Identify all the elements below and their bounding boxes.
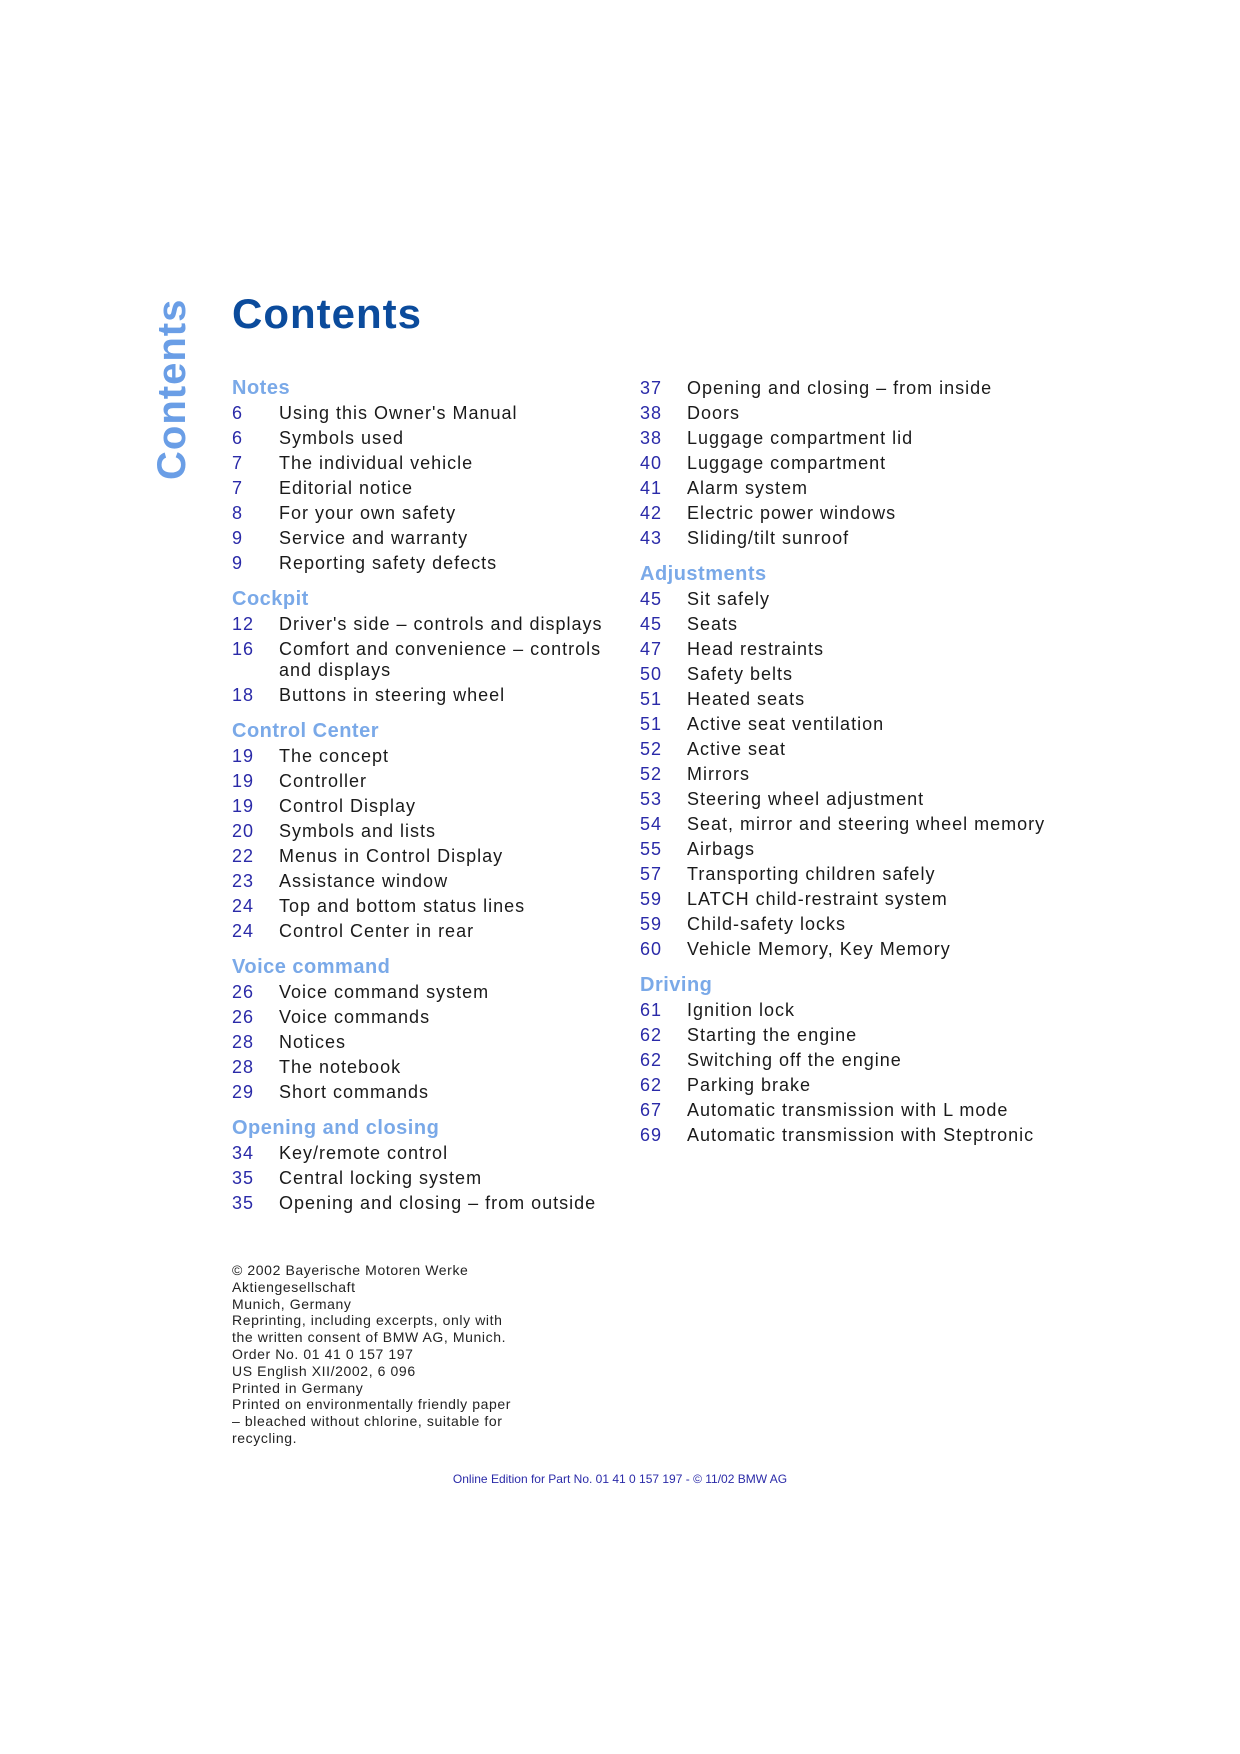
toc-page-number: 54 bbox=[640, 814, 663, 834]
toc-entry[interactable] bbox=[232, 403, 652, 424]
toc-entry[interactable] bbox=[232, 871, 652, 892]
toc-entry[interactable] bbox=[640, 914, 1060, 935]
toc-entry-text: Opening and closing – from inside bbox=[687, 378, 993, 398]
section-title: Driving bbox=[640, 974, 713, 996]
toc-entry[interactable] bbox=[640, 1000, 1060, 1021]
toc-entry-text: Short commands bbox=[279, 1082, 430, 1102]
toc-entry[interactable] bbox=[232, 453, 652, 474]
toc-page-number: 8 bbox=[232, 503, 244, 523]
toc-entry[interactable] bbox=[640, 714, 1060, 735]
toc-page-number: 40 bbox=[640, 453, 663, 473]
toc-entry-text: Alarm system bbox=[687, 478, 809, 498]
toc-entry-text: Editorial notice bbox=[279, 478, 414, 498]
toc-entry[interactable] bbox=[232, 746, 652, 767]
toc-entry[interactable] bbox=[232, 771, 652, 792]
toc-entry-text: Top and bottom status lines bbox=[279, 896, 526, 916]
toc-page-number: 18 bbox=[232, 685, 255, 705]
toc-page-number: 69 bbox=[640, 1125, 663, 1145]
toc-entry[interactable] bbox=[232, 553, 652, 574]
toc-page-number: 57 bbox=[640, 864, 663, 884]
toc-entry[interactable] bbox=[232, 796, 652, 817]
toc-entry[interactable] bbox=[232, 1057, 652, 1078]
toc-entry-text: Safety belts bbox=[687, 664, 794, 684]
toc-entry-text: Symbols used bbox=[279, 428, 405, 448]
toc-entry[interactable] bbox=[640, 789, 1060, 810]
toc-page-number: 9 bbox=[232, 553, 244, 573]
toc-entry-text: The individual vehicle bbox=[279, 453, 474, 473]
toc-entry-text: Electric power windows bbox=[687, 503, 897, 523]
toc-page-number: 35 bbox=[232, 1168, 255, 1188]
toc-section bbox=[640, 378, 1060, 549]
toc-entry-text: Seat, mirror and steering wheel memory bbox=[687, 814, 1046, 834]
toc-entry-text: The notebook bbox=[279, 1057, 402, 1077]
toc-entry[interactable] bbox=[232, 1082, 652, 1103]
toc-page-number: 42 bbox=[640, 503, 663, 523]
toc-entry-text: Key/remote control bbox=[279, 1143, 449, 1163]
toc-page-number: 51 bbox=[640, 689, 663, 709]
toc-page-number: 59 bbox=[640, 914, 663, 934]
toc-entry[interactable] bbox=[640, 453, 1060, 474]
toc-page-number: 62 bbox=[640, 1050, 663, 1070]
toc-page-number: 28 bbox=[232, 1032, 255, 1052]
toc-page-number: 51 bbox=[640, 714, 663, 734]
toc-page-number: 62 bbox=[640, 1025, 663, 1045]
toc-entry[interactable] bbox=[640, 939, 1060, 960]
toc-entry[interactable] bbox=[232, 982, 652, 1003]
toc-entry-text: Automatic transmission with L mode bbox=[687, 1100, 1009, 1120]
toc-entry-text: Vehicle Memory, Key Memory bbox=[687, 939, 951, 959]
footer-text: Online Edition for Part No. 01 41 0 157 197 - © 11/02 BMW AG bbox=[452, 1472, 788, 1486]
toc-page-number: 24 bbox=[232, 896, 255, 916]
toc-page-number: 53 bbox=[640, 789, 663, 809]
toc-entry-text: Service and warranty bbox=[279, 528, 469, 548]
toc-entry[interactable] bbox=[640, 1025, 1060, 1046]
toc-page-number: 16 bbox=[232, 639, 255, 659]
page-title: Contents bbox=[232, 290, 422, 337]
toc-entry-text: Sit safely bbox=[687, 589, 771, 609]
toc-entry[interactable] bbox=[640, 839, 1060, 860]
toc-page-number: 45 bbox=[640, 589, 663, 609]
toc-entry[interactable] bbox=[640, 739, 1060, 760]
toc-entry-text: Luggage compartment bbox=[687, 453, 887, 473]
toc-entry-text: Steering wheel adjustment bbox=[687, 789, 925, 809]
toc-page-number: 43 bbox=[640, 528, 663, 548]
section-title: Notes bbox=[232, 377, 291, 399]
toc-page-number: 29 bbox=[232, 1082, 255, 1102]
toc-section bbox=[232, 719, 652, 942]
toc-entry[interactable] bbox=[640, 689, 1060, 710]
toc-entry[interactable] bbox=[640, 1050, 1060, 1071]
toc-page-number: 7 bbox=[232, 478, 244, 498]
toc-entry[interactable] bbox=[640, 528, 1060, 549]
toc-entry-text: Voice command system bbox=[279, 982, 490, 1002]
toc-entry[interactable] bbox=[640, 814, 1060, 835]
toc-page-number: 28 bbox=[232, 1057, 255, 1077]
toc-entry-text: Active seat bbox=[687, 739, 787, 759]
toc-page-number: 59 bbox=[640, 889, 663, 909]
toc-entry[interactable] bbox=[232, 503, 652, 524]
toc-entry[interactable] bbox=[232, 1143, 652, 1164]
toc-entry-text: LATCH child-restraint system bbox=[687, 889, 948, 909]
toc-page-number: 23 bbox=[232, 871, 255, 891]
toc-entry-text: Reporting safety defects bbox=[279, 553, 498, 573]
section-title: Cockpit bbox=[232, 588, 309, 610]
toc-entry-text: Central locking system bbox=[279, 1168, 483, 1188]
toc-entry[interactable] bbox=[640, 503, 1060, 524]
toc-section bbox=[232, 587, 652, 706]
toc-entry[interactable] bbox=[232, 478, 652, 499]
toc-entry-text: Opening and closing – from outside bbox=[279, 1193, 597, 1213]
toc-page-number: 20 bbox=[232, 821, 255, 841]
toc-entry-text: Airbags bbox=[687, 839, 756, 859]
toc-entry[interactable] bbox=[232, 1007, 652, 1028]
toc-entry[interactable] bbox=[640, 889, 1060, 910]
toc-entry[interactable] bbox=[232, 1168, 652, 1189]
toc-entry-text: Head restraints bbox=[687, 639, 825, 659]
toc-page-number: 22 bbox=[232, 846, 255, 866]
toc-entry[interactable] bbox=[640, 764, 1060, 785]
toc-page-number: 52 bbox=[640, 739, 663, 759]
toc-entry-text: Assistance window bbox=[279, 871, 449, 891]
toc-page-number: 50 bbox=[640, 664, 663, 684]
toc-entry[interactable] bbox=[640, 664, 1060, 685]
toc-entry-text: Mirrors bbox=[687, 764, 750, 784]
toc-page-number: 38 bbox=[640, 428, 663, 448]
toc-entry[interactable] bbox=[232, 921, 652, 942]
toc-entry[interactable] bbox=[640, 589, 1060, 610]
toc-entry-text: Comfort and convenience – controls and displays bbox=[279, 639, 602, 680]
toc-entry[interactable] bbox=[640, 428, 1060, 449]
toc-entry[interactable] bbox=[232, 896, 652, 917]
toc-entry[interactable] bbox=[640, 864, 1060, 885]
toc-page-number: 38 bbox=[640, 403, 663, 423]
toc-entry[interactable] bbox=[640, 614, 1060, 635]
toc-entry[interactable] bbox=[232, 528, 652, 549]
toc-entry-text: Voice commands bbox=[279, 1007, 431, 1027]
toc-section bbox=[232, 376, 652, 574]
toc-page-number: 19 bbox=[232, 796, 255, 816]
toc-entry-text: Automatic transmission with Steptronic bbox=[687, 1125, 1035, 1145]
toc-entry-text: Transporting children safely bbox=[687, 864, 936, 884]
toc-page-number: 7 bbox=[232, 453, 244, 473]
toc-right-column bbox=[640, 376, 1060, 1159]
toc-entry[interactable] bbox=[232, 614, 652, 635]
toc-entry-text: Child-safety locks bbox=[687, 914, 847, 934]
toc-entry[interactable] bbox=[232, 685, 652, 706]
toc-page-number: 26 bbox=[232, 1007, 255, 1027]
imprint-text: © 2002 Bayerische Motoren Werke Aktiengesellschaft Munich, Germany Reprinting, including excerpts, only with the written consent of BMW AG, Munich. Order No. 01 41 0 157 197 US English XII/2002, 6 096 Printed in Germany Printed on environmentally friendly paper – bleached without chlorine, suitable for recycling. bbox=[232, 1262, 512, 1446]
toc-section bbox=[640, 973, 1060, 1146]
toc-entry[interactable] bbox=[640, 403, 1060, 424]
toc-entry[interactable] bbox=[640, 1100, 1060, 1121]
section-title: Voice command bbox=[232, 956, 391, 978]
toc-section bbox=[232, 955, 652, 1103]
toc-section bbox=[232, 1116, 652, 1214]
toc-entry[interactable] bbox=[640, 1075, 1060, 1096]
toc-page-number: 45 bbox=[640, 614, 663, 634]
toc-page-number: 37 bbox=[640, 378, 663, 398]
toc-page-number: 61 bbox=[640, 1000, 663, 1020]
toc-entry[interactable] bbox=[640, 1125, 1060, 1146]
toc-entry-text: Sliding/tilt sunroof bbox=[687, 528, 850, 548]
toc-entry[interactable] bbox=[232, 821, 652, 842]
toc-entry-text: Menus in Control Display bbox=[279, 846, 504, 866]
toc-entry[interactable] bbox=[640, 639, 1060, 660]
toc-page-number: 26 bbox=[232, 982, 255, 1002]
toc-page-number: 41 bbox=[640, 478, 663, 498]
toc-entry[interactable] bbox=[232, 428, 652, 449]
toc-page-number: 6 bbox=[232, 403, 244, 423]
toc-entry-text: Seats bbox=[687, 614, 739, 634]
toc-entry[interactable] bbox=[640, 378, 1060, 399]
toc-entry-text: Doors bbox=[687, 403, 741, 423]
toc-page-number: 24 bbox=[232, 921, 255, 941]
toc-entry-text: Using this Owner's Manual bbox=[279, 403, 518, 423]
toc-page-number: 62 bbox=[640, 1075, 663, 1095]
toc-entry-text: Heated seats bbox=[687, 689, 806, 709]
toc-entry-text: Starting the engine bbox=[687, 1025, 858, 1045]
toc-entry-text: Switching off the engine bbox=[687, 1050, 902, 1070]
toc-entry-text: For your own safety bbox=[279, 503, 457, 523]
toc-entry-text: Control Display bbox=[279, 796, 417, 816]
toc-entry-text: Notices bbox=[279, 1032, 347, 1052]
toc-entry[interactable] bbox=[232, 639, 652, 681]
toc-page-number: 47 bbox=[640, 639, 663, 659]
toc-entry[interactable] bbox=[232, 846, 652, 867]
toc-section bbox=[640, 562, 1060, 960]
side-tab-label: Contents bbox=[150, 298, 194, 480]
toc-entry-text: Active seat ventilation bbox=[687, 714, 885, 734]
toc-entry-text: Buttons in steering wheel bbox=[279, 685, 506, 705]
toc-page-number: 6 bbox=[232, 428, 244, 448]
toc-entry-text: Driver's side – controls and displays bbox=[279, 614, 603, 634]
toc-entry-text: Symbols and lists bbox=[279, 821, 437, 841]
toc-page-number: 9 bbox=[232, 528, 244, 548]
toc-entry-text: The concept bbox=[279, 746, 390, 766]
section-title: Adjustments bbox=[640, 563, 767, 585]
toc-page-number: 34 bbox=[232, 1143, 255, 1163]
toc-page-number: 67 bbox=[640, 1100, 663, 1120]
toc-entry-text: Parking brake bbox=[687, 1075, 812, 1095]
toc-page-number: 19 bbox=[232, 746, 255, 766]
toc-entry[interactable] bbox=[232, 1193, 652, 1214]
section-title: Control Center bbox=[232, 720, 379, 742]
toc-page-number: 35 bbox=[232, 1193, 255, 1213]
toc-entry-text: Luggage compartment lid bbox=[687, 428, 914, 448]
toc-entry-text: Control Center in rear bbox=[279, 921, 475, 941]
section-title: Opening and closing bbox=[232, 1117, 440, 1139]
toc-entry-text: Controller bbox=[279, 771, 368, 791]
toc-entry[interactable] bbox=[232, 1032, 652, 1053]
toc-entry-text: Ignition lock bbox=[687, 1000, 796, 1020]
toc-page-number: 52 bbox=[640, 764, 663, 784]
toc-page-number: 55 bbox=[640, 839, 663, 859]
toc-page-number: 60 bbox=[640, 939, 663, 959]
toc-left-column bbox=[232, 376, 652, 1227]
toc-entry[interactable] bbox=[640, 478, 1060, 499]
toc-page-number: 19 bbox=[232, 771, 255, 791]
toc-page-number: 12 bbox=[232, 614, 255, 634]
